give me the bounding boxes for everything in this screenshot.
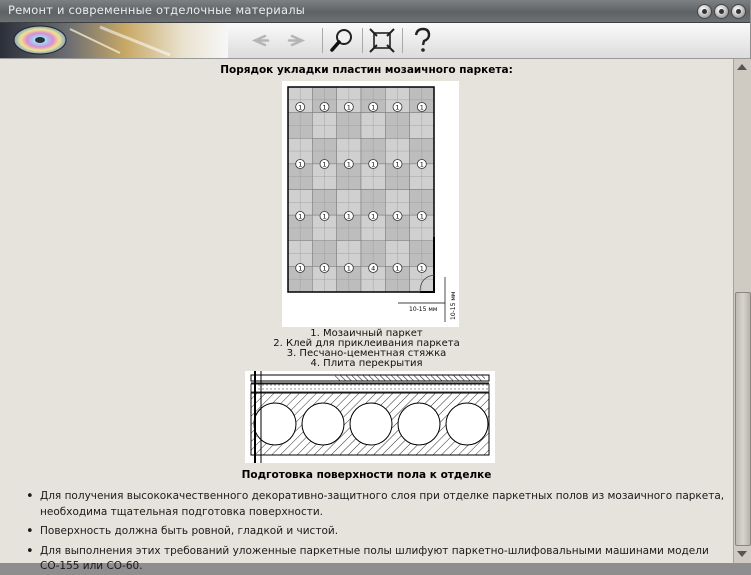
parquet-plan-svg	[282, 81, 459, 327]
tile-marker-label: 1	[395, 212, 400, 221]
tile-marker-label: 1	[371, 103, 376, 112]
legend-item-4: 4. Плита перекрытия	[310, 358, 423, 369]
tile-marker-label: 1	[322, 160, 327, 169]
parquet-layout-diagram	[282, 81, 459, 327]
help-icon[interactable]	[407, 26, 437, 55]
cross-section-svg	[245, 371, 495, 463]
tile-marker-label: 1	[371, 160, 376, 169]
tile-marker-label: 1	[419, 103, 424, 112]
tile-marker-label: 1	[371, 212, 376, 221]
toolbar-separator	[402, 28, 403, 53]
back-icon[interactable]	[244, 26, 274, 55]
title-bar	[0, 0, 750, 23]
tile-marker-label: 1	[322, 212, 327, 221]
minimize-button[interactable]	[697, 4, 712, 19]
legend-item-1: 1. Мозаичный паркет	[310, 328, 423, 339]
toolbar-separator	[322, 28, 323, 53]
tile-marker-label: 1	[346, 264, 351, 273]
tile-marker-label: 1	[395, 160, 400, 169]
content-area	[0, 59, 733, 572]
window-title: Ремонт и современные отделочные материалы	[8, 3, 306, 17]
tile-marker-label: 1	[419, 212, 424, 221]
dimension-label-vertical: 10-15 мм	[450, 291, 457, 320]
legend-item-3: 3. Песчано-цементная стяжка	[286, 348, 447, 359]
tile-marker-label: 1	[298, 264, 303, 273]
search-icon[interactable]	[327, 26, 357, 55]
tile-marker-label: 1	[298, 103, 303, 112]
tile-marker-label: 1	[322, 264, 327, 273]
list-item: • Для выполнения этих требований уложенные паркетные полы шлифуют паркетно-шлифовальными машинами модели СО-155 или СО-60.	[26, 544, 726, 575]
dimension-label-horizontal: 10-15 мм	[409, 306, 438, 313]
vertical-scrollbar[interactable]	[733, 59, 751, 563]
tile-marker-label: 1	[322, 103, 327, 112]
tile-marker-label: 1	[395, 103, 400, 112]
tile-marker-label: 4	[371, 264, 376, 273]
preparation-list	[26, 489, 726, 575]
tile-marker-label: 1	[346, 212, 351, 221]
tile-marker-label: 1	[346, 160, 351, 169]
list-item: • Поверхность должна быть ровной, гладкой и чистой.	[26, 524, 726, 540]
maximize-button[interactable]	[714, 4, 729, 19]
fit-screen-icon[interactable]	[367, 26, 397, 55]
floor-cross-section-diagram	[245, 371, 495, 463]
tile-marker-label: 1	[419, 160, 424, 169]
scroll-down-icon[interactable]	[737, 551, 747, 557]
forward-icon[interactable]	[283, 26, 313, 55]
legend-item-2: 2. Клей для приклеивания паркета	[273, 338, 460, 349]
tile-marker-label: 1	[346, 103, 351, 112]
close-button[interactable]	[731, 4, 746, 19]
app-logo	[0, 23, 228, 58]
scroll-up-icon[interactable]	[737, 64, 747, 70]
layout-heading: Порядок укладки пластин мозаичного паркета:	[220, 64, 513, 76]
tile-marker-label: 1	[298, 160, 303, 169]
cd-disc-icon	[0, 23, 228, 58]
tile-marker-label: 1	[395, 264, 400, 273]
tile-marker-label: 1	[298, 212, 303, 221]
scrollbar-thumb[interactable]	[735, 292, 751, 546]
toolbar	[0, 23, 750, 59]
preparation-heading: Подготовка поверхности пола к отделке	[241, 469, 492, 481]
list-item: • Для получения высококачественного декоративно-защитного слоя при отделке паркетных полов из мозаичного паркета, необходима тщательная подготовка поверхности.	[26, 489, 726, 520]
tile-marker-label: 1	[419, 264, 424, 273]
toolbar-separator	[362, 28, 363, 53]
